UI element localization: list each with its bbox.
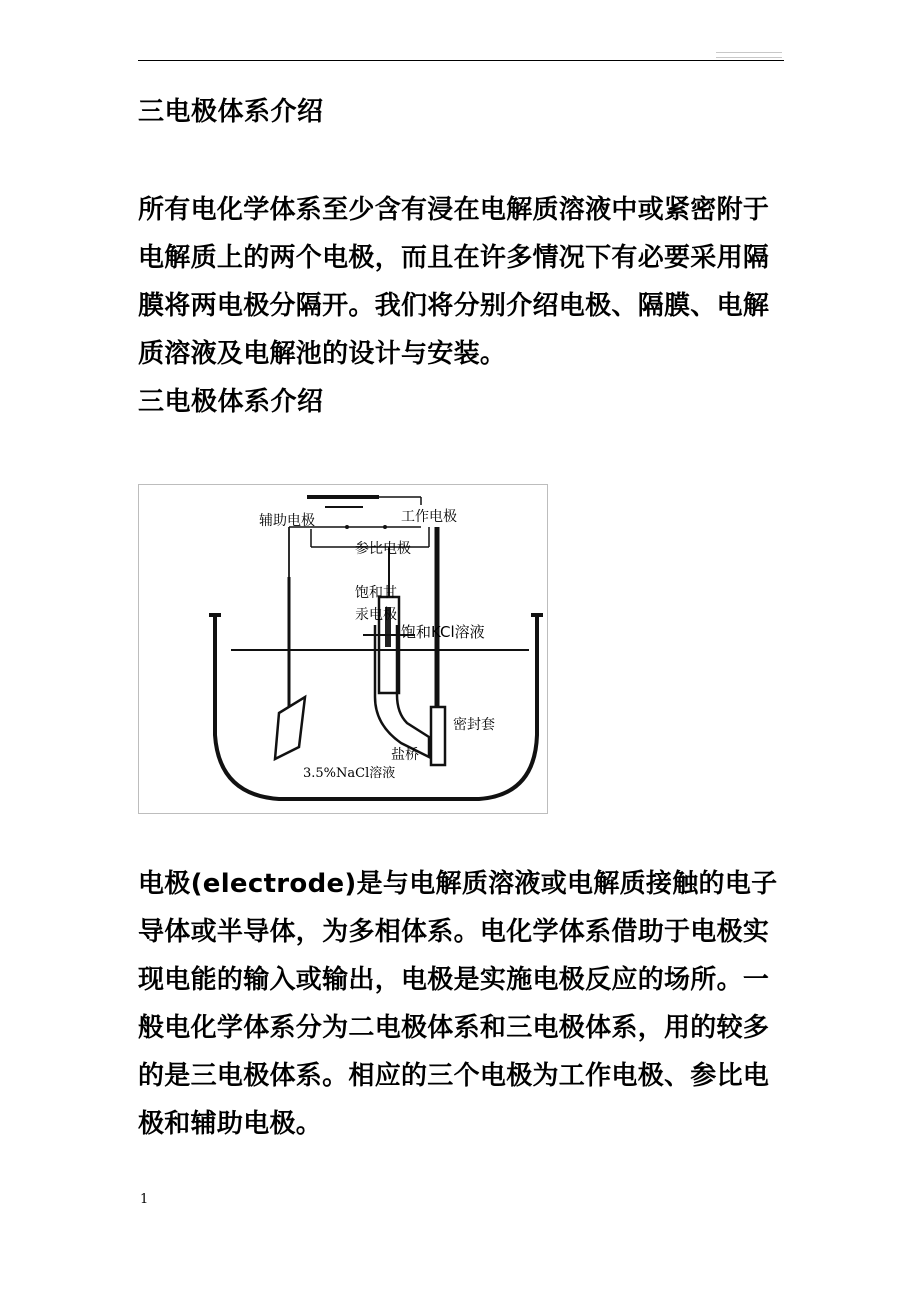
label-kcl-solution: 饱和KCl溶液 <box>401 623 485 641</box>
intro-paragraph: 所有电化学体系至少含有浸在电解质溶液中或紧密附于电解质上的两个电极，而且在许多情况下有必要采用隔膜将两电极分隔开。我们将分别介绍电极、隔膜、电解质溶液及电解池的设计与安装。 <box>138 195 770 369</box>
label-calomel-line2: 汞电极 <box>355 607 397 623</box>
header-rule <box>138 60 784 61</box>
label-seal: 密封套 <box>453 717 495 733</box>
label-working-electrode: 工作电极 <box>401 509 457 525</box>
label-auxiliary-electrode: 辅助电极 <box>259 513 315 529</box>
label-reference-electrode: 参比电极 <box>355 541 411 557</box>
header-mark <box>716 52 782 58</box>
label-calomel-line1: 饱和甘 <box>355 585 397 601</box>
aux-electrode-plate <box>275 697 305 759</box>
page-heading: 三电极体系介绍 <box>138 97 324 127</box>
seal-sleeve <box>431 707 445 765</box>
label-salt-bridge: 盐桥 <box>391 747 419 763</box>
body-paragraph: 电极(electrode)是与电解质溶液或电解质接触的电子导体或半导体，为多相体系。电化学体系借助于电极实现电能的输入或输出，电极是实施电极反应的场所。一般电化学体系分为二电极体系和三电极体系，用的较多的是三电极体系。相应的三个电极为工作电极、参比电极和辅助电极。 <box>138 869 778 1139</box>
three-electrode-figure <box>138 484 548 814</box>
wire-node <box>383 525 387 529</box>
wire-node <box>345 525 349 529</box>
three-electrode-diagram <box>139 485 547 813</box>
page-number: 1 <box>140 1192 149 1207</box>
section-heading: 三电极体系介绍 <box>138 387 324 417</box>
label-nacl-solution: 3.5%NaCl溶液 <box>303 766 396 781</box>
